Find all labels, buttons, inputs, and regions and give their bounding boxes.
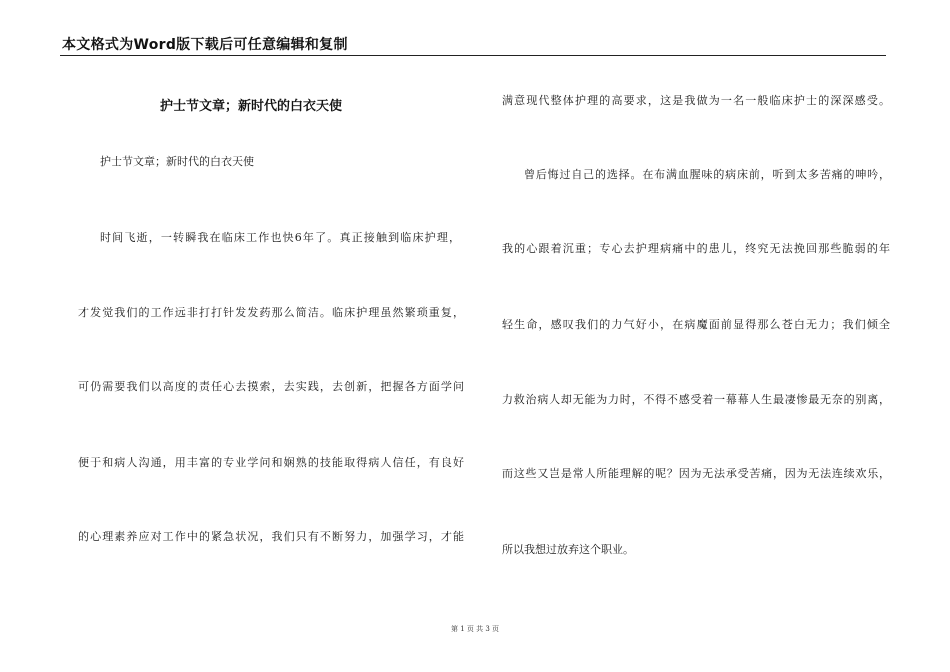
paragraph-line: 力救治病人却无能为力时，不得不感受着一幕幕人生最凄惨最无奈的别离， bbox=[502, 393, 890, 406]
paragraph-line: 时间飞逝，一转瞬我在临床工作也快6年了。真正接触到临床护理， bbox=[100, 231, 460, 244]
paragraph-line: 的心理素养应对工作中的紧急状况，我们只有不断努力，加强学习，才能 bbox=[78, 530, 464, 543]
paragraph-line: 我的心跟着沉重；专心去护理病痛中的患儿，终究无法挽回那些脆弱的年 bbox=[502, 242, 890, 255]
paragraph-line: 便于和病人沟通，用丰富的专业学问和娴熟的技能取得病人信任，有良好 bbox=[78, 456, 464, 469]
paragraph-line: 而这些又岂是常人所能理解的呢？因为无法承受苦痛，因为无法连续欢乐， bbox=[502, 467, 890, 480]
paragraph-line: 满意现代整体护理的高要求，这是我做为一名一般临床护士的深深感受。 bbox=[502, 94, 890, 107]
document-title: 护士节文章；新时代的白衣天使 bbox=[160, 99, 343, 114]
paragraph-line: 曾后悔过自己的选择。在布满血腥味的病床前，听到太多苦痛的呻吟， bbox=[524, 168, 890, 181]
paragraph-line: 护士节文章；新时代的白衣天使 bbox=[100, 155, 254, 168]
paragraph-line: 所以我想过放弃这个职业。 bbox=[502, 543, 634, 556]
page-number: 第 1 页 共 3 页 bbox=[450, 625, 500, 633]
banner-divider bbox=[60, 55, 886, 56]
download-banner-text: 本文格式为Word版下载后可任意编辑和复制 bbox=[62, 37, 348, 53]
paragraph-line: 轻生命，感叹我们的力气好小，在病魔面前显得那么苍白无力；我们倾全 bbox=[502, 318, 890, 331]
paragraph-line: 可仍需要我们以高度的责任心去摸索，去实践，去创新，把握各方面学问 bbox=[78, 380, 464, 393]
paragraph-line: 才发觉我们的工作远非打打针发发药那么简洁。临床护理虽然繁琐重复， bbox=[78, 306, 464, 319]
